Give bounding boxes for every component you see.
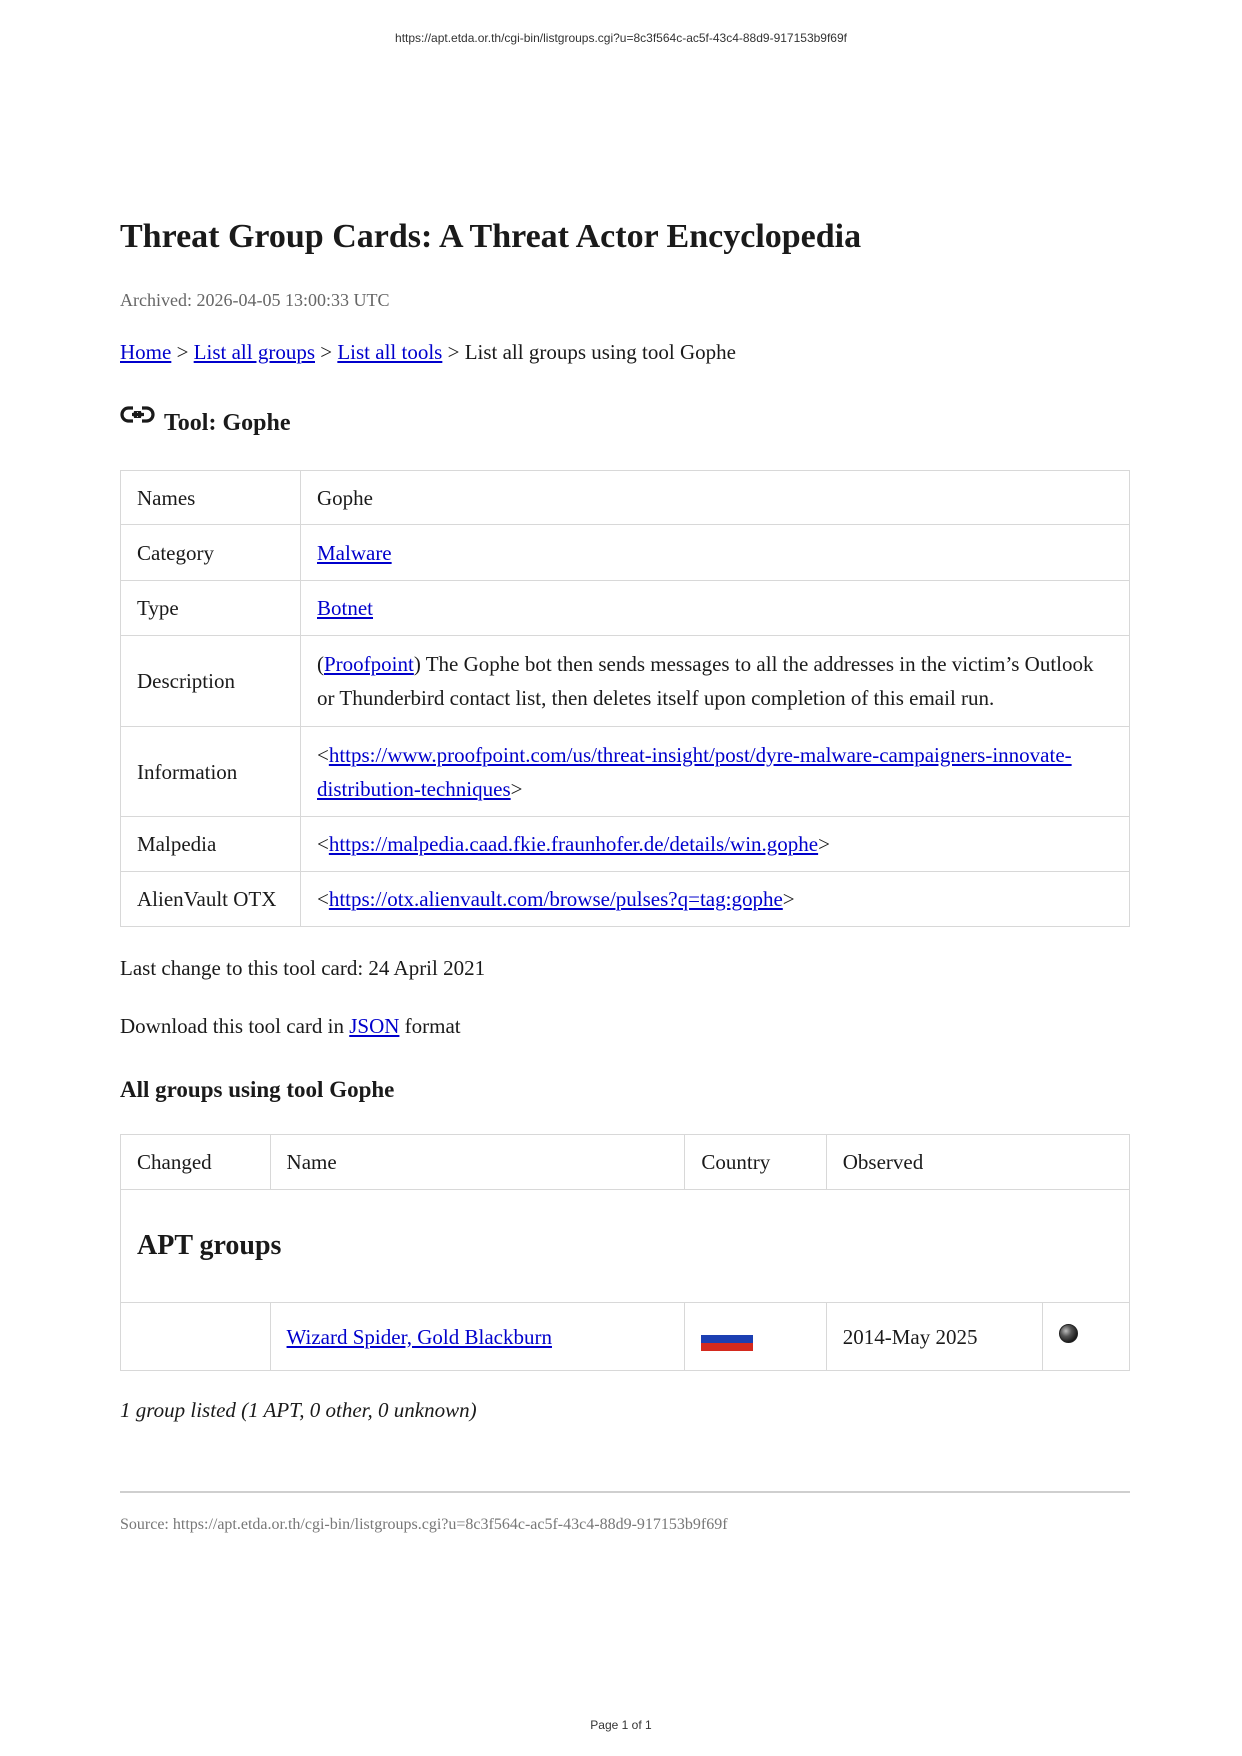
table-row <box>121 636 1130 727</box>
source-url: Source: https://apt.etda.or.th/cgi-bin/listgroups.cgi?u=8c3f564c-ac5f-43c4-88d9-917153b9f69f <box>120 1516 728 1533</box>
groups-summary: 1 group listed (1 APT, 0 other, 0 unknown) <box>120 1398 477 1422</box>
tool-heading-text: Tool: Gophe <box>164 410 291 436</box>
breadcrumb <box>120 338 736 366</box>
breadcrumb-home-link[interactable]: Home <box>120 340 172 364</box>
group-link-wizard-spider[interactable]: Wizard Spider, Gold Blackburn <box>286 1324 552 1349</box>
otx-link[interactable]: https://otx.alienvault.com/browse/pulses?q=tag:gophe <box>328 887 783 911</box>
russia-flag-icon <box>701 1327 753 1351</box>
table-row <box>121 817 1130 872</box>
angle-bracket: > <box>818 832 830 856</box>
table-row <box>121 727 1130 817</box>
breadcrumb-separator: > <box>176 340 189 364</box>
breadcrumb-current: List all groups using tool Gophe <box>464 340 736 364</box>
print-header-url: https://apt.etda.or.th/cgi-bin/listgroups.cgi?u=8c3f564c-ac5f-43c4-88d9-917153b9f69f <box>395 31 847 45</box>
breadcrumb-separator: > <box>447 340 460 364</box>
table-row <box>121 1303 1130 1371</box>
col-country-header: Country <box>685 1135 826 1190</box>
information-value <box>301 727 1130 817</box>
json-download-link[interactable]: JSON <box>349 1014 400 1038</box>
names-value: Gophe <box>301 471 1130 525</box>
download-text-after: format <box>404 1014 461 1038</box>
angle-bracket: < <box>317 742 329 767</box>
description-label: Description <box>121 636 301 727</box>
page-number: Page 1 of 1 <box>590 1718 652 1732</box>
breadcrumb-tools-link[interactable]: List all tools <box>337 340 443 364</box>
type-label: Type <box>121 581 301 636</box>
table-row <box>121 525 1130 581</box>
flag-stripe <box>701 1335 753 1343</box>
flag-stripe <box>701 1343 753 1351</box>
table-row <box>121 872 1130 927</box>
col-observed-header: Observed <box>826 1135 1129 1190</box>
angle-bracket: > <box>782 887 795 911</box>
apt-groups-section: APT groups <box>121 1190 1130 1303</box>
tool-heading <box>120 408 290 438</box>
breadcrumb-groups-link[interactable]: List all groups <box>193 340 315 364</box>
groups-table <box>120 1134 1130 1371</box>
table-row <box>121 581 1130 636</box>
tool-info-table <box>120 470 1130 927</box>
country-cell <box>685 1303 826 1371</box>
malpedia-label: Malpedia <box>121 817 301 872</box>
observed-cell: 2014-May 2025 <box>826 1303 1042 1371</box>
angle-bracket: > <box>510 776 523 801</box>
black-dot-icon <box>1059 1324 1078 1343</box>
page-title: Threat Group Cards: A Threat Actor Encyclopedia <box>120 218 862 255</box>
divider <box>120 1491 1130 1493</box>
download-text: Download this tool card in <box>120 1014 344 1038</box>
flag-stripe <box>701 1327 753 1335</box>
breadcrumb-separator: > <box>320 340 333 364</box>
description-text: The Gophe bot then sends messages to all the addresses in the victim’s Outlook or Thunderbird contact list, then deletes itself upon completion of this email run. <box>317 652 1094 710</box>
category-link[interactable]: Malware <box>317 540 392 565</box>
groups-heading: All groups using tool Gophe <box>120 1077 395 1102</box>
information-label: Information <box>121 727 301 817</box>
proofpoint-source-link[interactable]: Proofpoint <box>324 652 414 676</box>
status-cell <box>1042 1303 1129 1371</box>
col-name-header: Name <box>270 1135 685 1190</box>
archived-timestamp: Archived: 2026-04-05 13:00:33 UTC <box>120 290 390 310</box>
angle-bracket: < <box>317 832 329 856</box>
otx-label: AlienVault OTX <box>121 872 301 927</box>
malpedia-link[interactable]: https://malpedia.caad.fkie.fraunhofer.de/details/win.gophe <box>328 832 819 856</box>
table-row <box>121 471 1130 525</box>
angle-bracket: < <box>317 887 329 911</box>
download-line <box>120 1012 461 1040</box>
names-label: Names <box>121 471 301 525</box>
description-value: (Proofpoint) The Gophe bot then sends messages to all the addresses in the victim’s Outlook or Thunderbird contact list, then deletes itself upon completion of this email run. <box>301 636 1130 727</box>
link-icon <box>120 402 156 428</box>
last-change-text: Last change to this tool card: 24 April 2021 <box>120 956 486 980</box>
type-link[interactable]: Botnet <box>317 596 373 620</box>
category-label: Category <box>121 525 301 581</box>
section-row <box>121 1190 1130 1303</box>
malpedia-value <box>301 817 1130 872</box>
table-header-row <box>121 1135 1130 1190</box>
otx-value <box>301 872 1130 927</box>
information-link[interactable]: https://www.proofpoint.com/us/threat-insight/post/dyre-malware-campaigners-innovate-distribution-techniques <box>317 742 1072 801</box>
col-changed-header: Changed <box>121 1135 271 1190</box>
changed-cell <box>121 1303 271 1371</box>
